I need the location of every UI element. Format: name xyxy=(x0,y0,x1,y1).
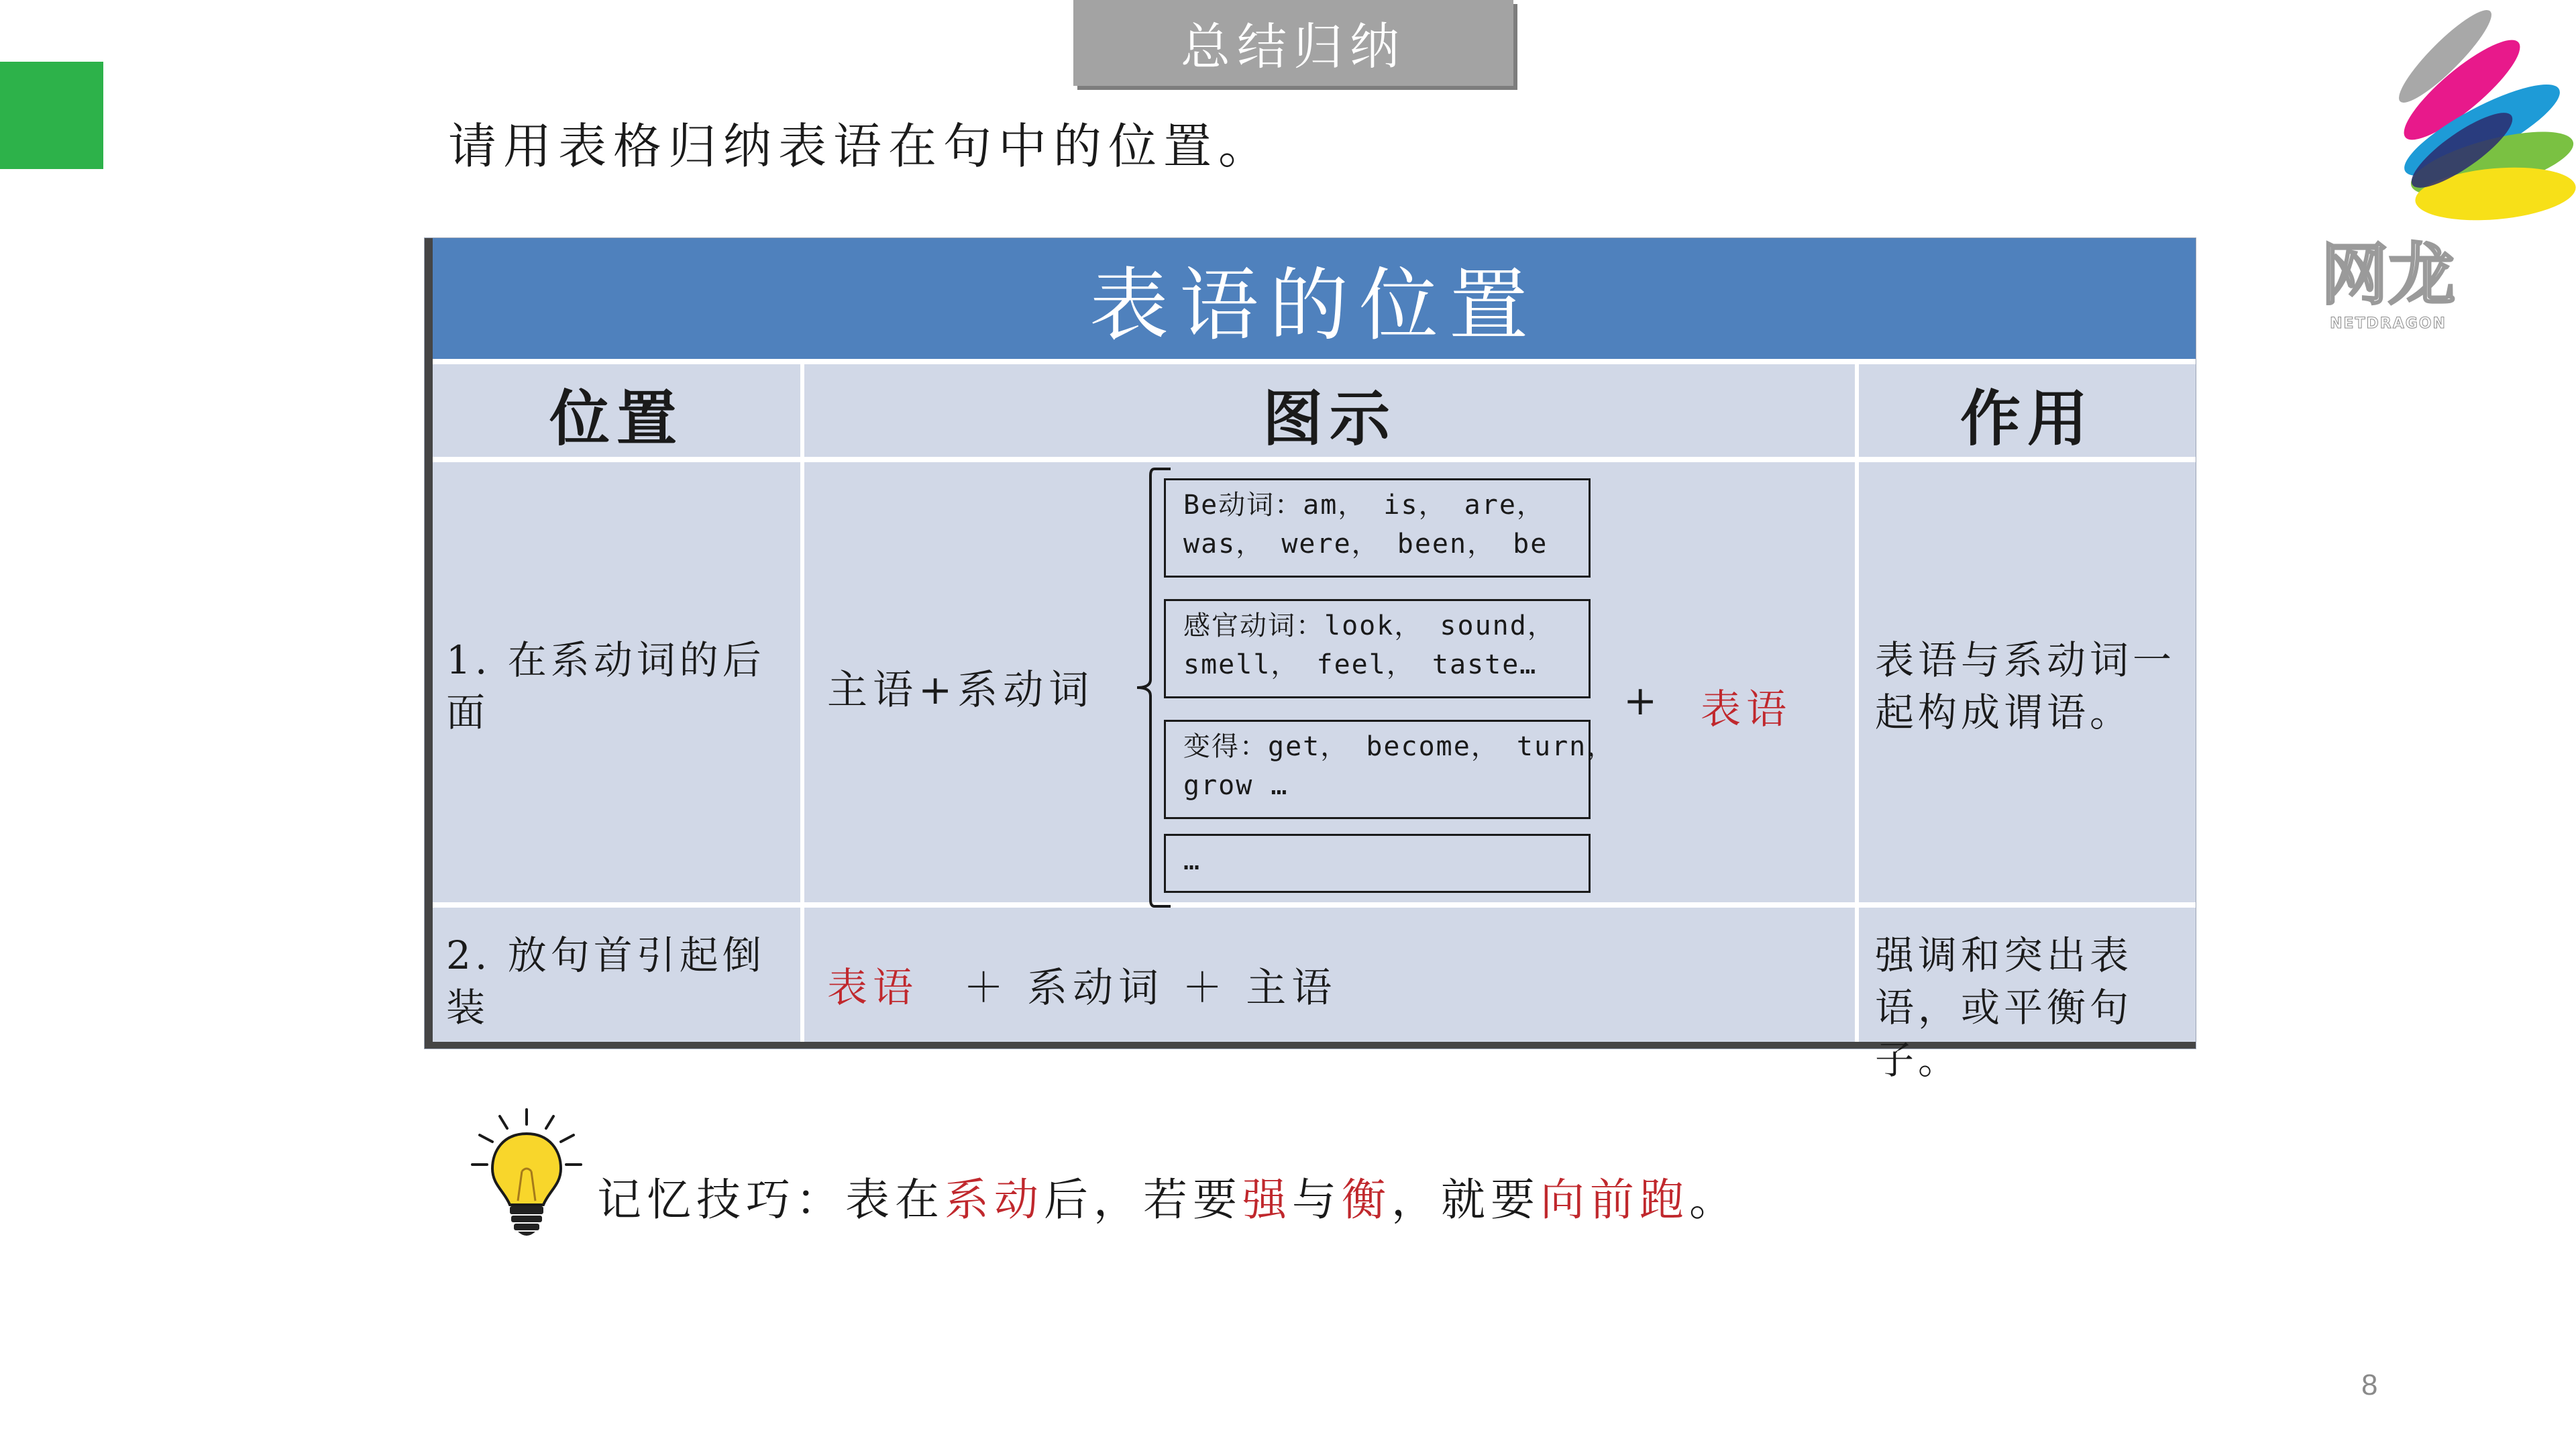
column-header-function: 作用 xyxy=(1960,383,2094,454)
section-title: 总结归纳 xyxy=(1073,0,1513,86)
tip-text: 与 xyxy=(1292,1174,1342,1226)
be-verb-line: Be动词：am， is， are， xyxy=(1183,490,1545,521)
column-divider xyxy=(1855,363,1859,1042)
sense-verb-line: 感官动词：look， sound， xyxy=(1183,610,1556,641)
tip-text: 后，若要 xyxy=(1044,1174,1242,1226)
plus-sign: + xyxy=(1623,678,1663,724)
memory-tip xyxy=(597,1164,1739,1228)
column-divider xyxy=(800,363,804,1042)
row2-position: 2. 放句首引起倒装 xyxy=(446,932,765,1030)
become-verb-line: 变得：get， become， turn， xyxy=(1183,731,1615,762)
column-header-position: 位置 xyxy=(549,383,684,454)
lightbulb-icon xyxy=(470,1107,584,1241)
instruction-text: 请用表格归纳表语在句中的位置。 xyxy=(448,118,1274,174)
other-verb-line: … xyxy=(1183,845,1201,876)
green-accent-block xyxy=(0,62,103,169)
tip-highlight: 强 xyxy=(1242,1174,1292,1226)
predicative-label: 表语 xyxy=(1701,686,1792,733)
tip-highlight: 向前跑 xyxy=(1540,1174,1689,1226)
subject-linking-verb: 主语+系动词 xyxy=(827,667,1095,714)
page-number: 8 xyxy=(2361,1368,2378,1401)
tip-highlight: 衡 xyxy=(1342,1174,1391,1226)
inversion-rest: ＋ 系动词 ＋ 主语 xyxy=(963,965,1338,1012)
table-title: 表语的位置 xyxy=(433,238,2196,359)
row2-function: 强调和突出表语，或平衡句子。 xyxy=(1875,932,2133,1083)
row1-function: 表语与系动词一起构成谓语。 xyxy=(1875,637,2176,735)
row-divider xyxy=(433,902,2196,908)
be-verb-box xyxy=(1164,478,1591,578)
sense-verb-line: smell， feel， taste… xyxy=(1183,649,1538,680)
tip-text: 。 xyxy=(1689,1174,1739,1226)
inversion-formula xyxy=(827,956,1337,1014)
become-verb-line: grow … xyxy=(1183,770,1289,801)
tip-text: 记忆技巧：表在 xyxy=(597,1174,945,1226)
logo-wordmark: 网龙 xyxy=(2321,235,2455,314)
become-verb-box xyxy=(1164,720,1615,819)
row-divider xyxy=(433,359,2196,364)
tip-highlight: 系动 xyxy=(945,1174,1044,1226)
other-verb-box xyxy=(1164,834,1591,893)
row-divider xyxy=(433,457,2196,462)
row1-position: 1. 在系动词的后面 xyxy=(446,637,765,735)
predicative-table xyxy=(425,238,2196,1083)
column-header-diagram: 图示 xyxy=(1263,383,1397,454)
tip-text: ，就要 xyxy=(1391,1174,1540,1226)
sense-verb-box xyxy=(1164,599,1591,698)
inversion-predicative: 表语 xyxy=(827,965,918,1012)
logo-subtitle: NETDRAGON xyxy=(2330,315,2447,332)
be-verb-line: was， were， been， be xyxy=(1183,529,1548,559)
